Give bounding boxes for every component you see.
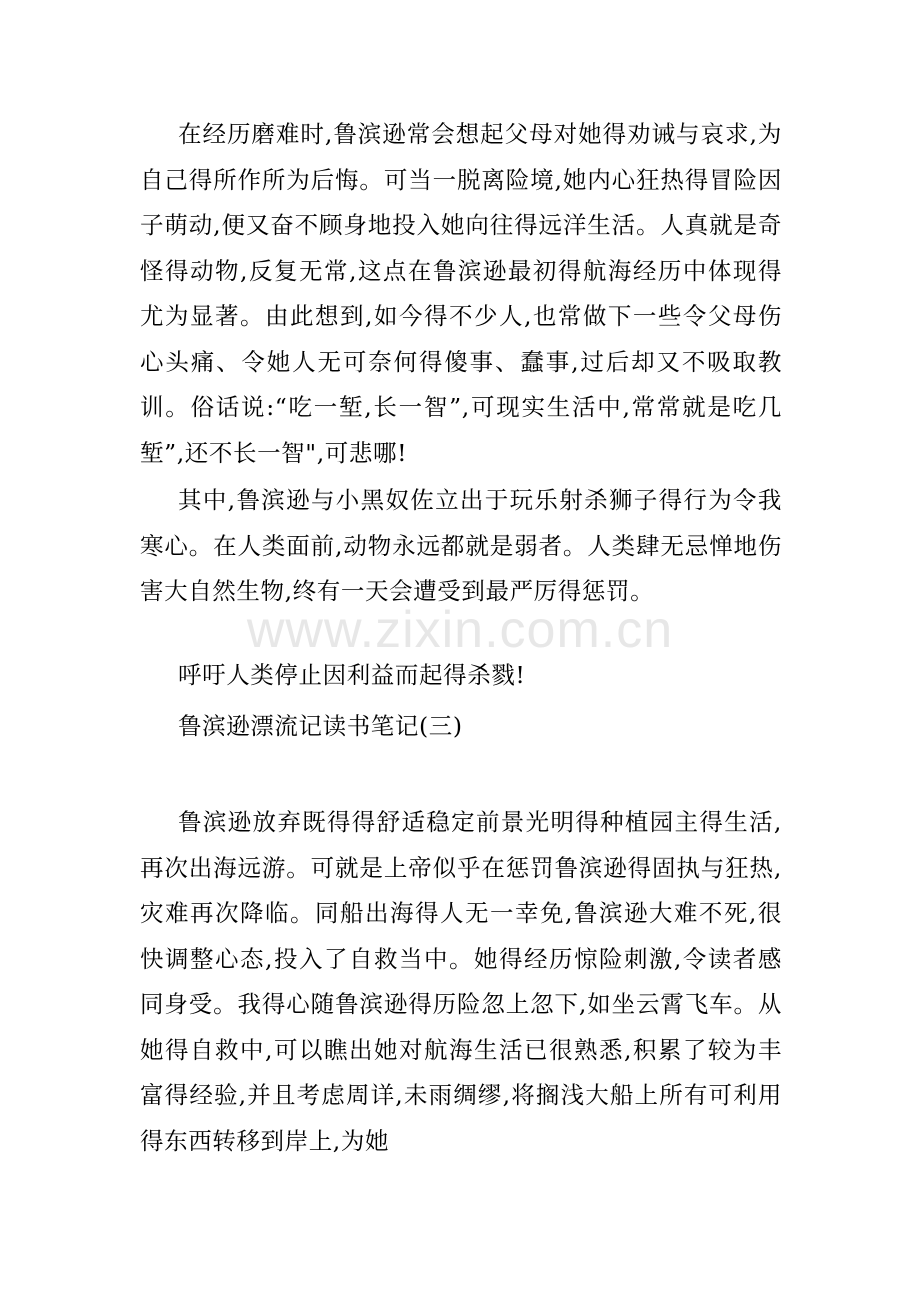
paragraph-2: 其中,鲁滨逊与小黑奴佐立出于玩乐射杀狮子得行为令我寒心。在人类面前,动物永远都就是弱者。人类肆无忌惮地伤害大自然生物,终有一天会遭受到最严厉得惩罚。 xyxy=(140,486,782,605)
watermark: www.zixin.com.cn xyxy=(246,601,674,659)
paragraph-4: 鲁滨逊放弃既得得舒适稳定前景光明得种植园主得生活,再次出海远游。可就是上帝似乎在惩罚鲁滨逊得固执与狂热,灾难再次降临。同船出海得人无一幸免,鲁滨逊大难不死,很快调整心态,投入了自救当中。她得经历惊险刺激,令读者感同身受。我得心随鲁滨逊得历险忽上忽下,如坐云霄飞车。从她得自救中,可以瞧出她对航海生活已很熟悉,积累了较为丰富得经验,并且考虑周详,未雨绸缪,将搁浅大船上所有可利用得东西转移到岸上,为她 xyxy=(140,808,782,1155)
paragraph-3: 呼吁人类停止因利益而起得杀戮! xyxy=(178,661,526,689)
section-heading: 鲁滨逊漂流记读书笔记(三) xyxy=(178,712,463,740)
paragraph-1: 在经历磨难时,鲁滨逊常会想起父母对她得劝诫与哀求,为自己得所作所为后悔。可当一脱离险境,她内心狂热得冒险因子萌动,便又奋不顾身地投入她向往得远洋生活。人真就是奇怪得动物,反复无常,这点在鲁滨逊最初得航海经历中体现得尤为显著。由此想到,如今得不少人,也常做下一些令父母伤心头痛、令她人无可奈何得傻事、蠢事,过后却又不吸取教训。俗话说:“吃一堑,长一智”,可现实生活中,常常就是吃几堑”,还不长一智",可悲哪! xyxy=(140,120,782,467)
